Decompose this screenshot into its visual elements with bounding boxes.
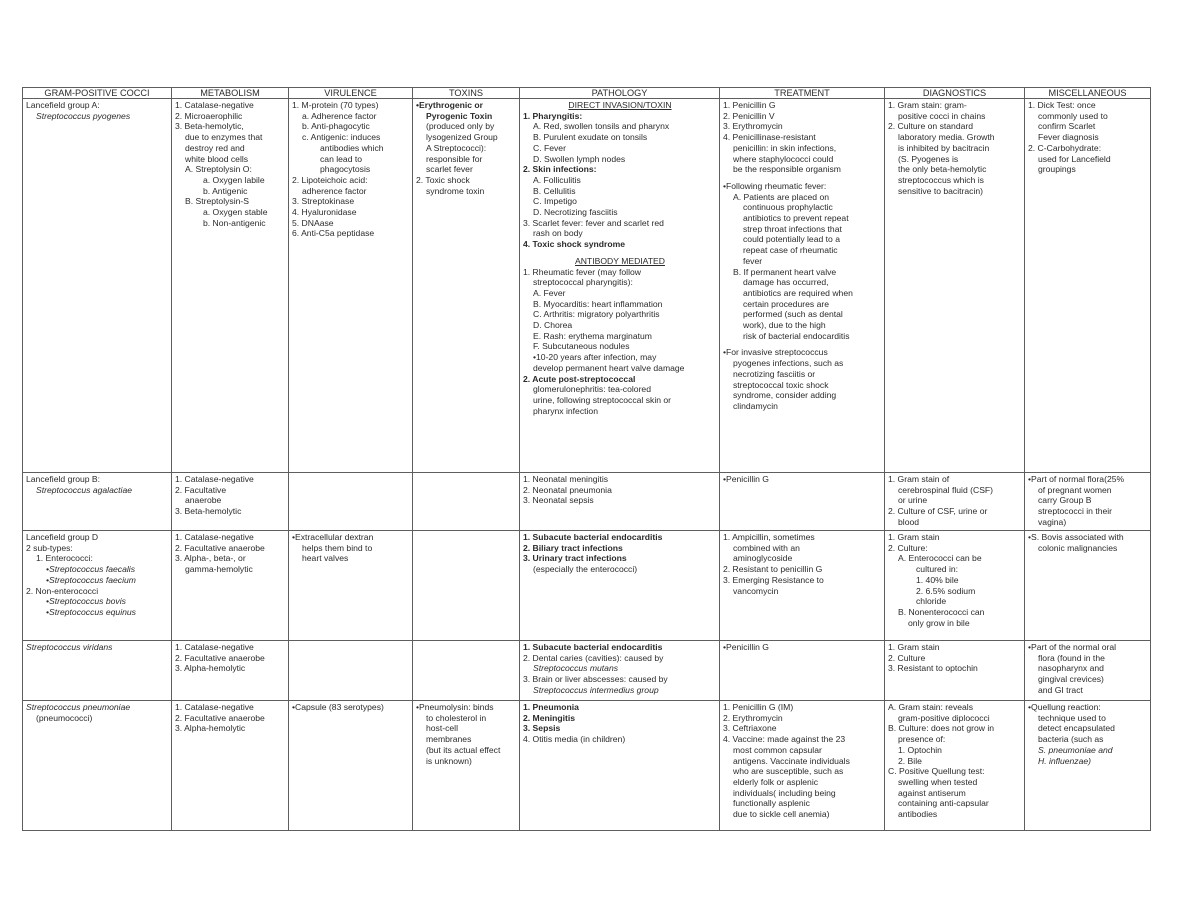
cell-metabolism <box>172 701 289 831</box>
cell-virulence <box>289 531 413 641</box>
cell-line: A. Folliculitis <box>533 174 581 185</box>
cell-line: 1. Penicillin G <box>723 100 776 110</box>
cell-line: 4. Otitis media (in children) <box>523 734 626 745</box>
header-toxins: TOXINS <box>413 88 520 99</box>
cell-line: 1. Rheumatic fever (may follow <box>523 266 641 277</box>
cell-line: b. Non-antigenic <box>203 217 266 228</box>
cell-line: 2. Acute post-streptococcal <box>523 373 636 384</box>
cell-line: 2. 6.5% sodium <box>916 585 976 596</box>
cell-line: a. Adherence factor <box>302 110 377 121</box>
cell-line: 3. Erythromycin <box>723 121 783 132</box>
cell-line: 2. Facultative anaerobe <box>175 542 265 553</box>
cell-line: scarlet fever <box>426 164 473 175</box>
cell-line: Pyrogenic Toxin <box>426 110 493 121</box>
cell-toxins <box>413 641 520 701</box>
cell-organism <box>23 531 172 641</box>
cell-line: antibodies <box>898 809 938 820</box>
cell-line: glomerulonephritis: tea-colored <box>533 384 651 395</box>
cell-line: be the responsible organism <box>733 164 841 175</box>
cell-line: strep throat infections that <box>743 223 842 234</box>
cell-line: antibiotics are required when <box>743 287 853 298</box>
cell-virulence <box>289 701 413 831</box>
cell-line: cerebrospinal fluid (CSF) <box>898 484 994 495</box>
cell-line: 1. Catalase-negative <box>175 702 254 712</box>
cell-line: flora (found in the <box>1038 652 1105 663</box>
cell-line: 3. Streptokinase <box>292 196 355 207</box>
cell-line: 2. Culture of CSF, urine or <box>888 506 988 517</box>
cell-misc <box>1025 473 1151 531</box>
cell-line: 1. Penicillin G (IM) <box>723 702 794 712</box>
cell-line: laboratory media. Growth <box>898 132 995 143</box>
cell-line: due to enzymes that <box>185 132 263 143</box>
cell-line: 4. Penicillinase-resistant <box>723 132 816 143</box>
cell-line: Fever diagnosis <box>1038 132 1099 143</box>
cell-line: 1. Gram stain <box>888 532 940 542</box>
cell-line: 2. Neonatal pneumonia <box>523 484 612 495</box>
cell-line: 2. Penicillin V <box>723 110 775 121</box>
cell-line: lysogenized Group <box>426 132 498 143</box>
cell-treatment <box>720 473 885 531</box>
cell-line: 2. Culture on standard <box>888 121 974 132</box>
cell-line: D. Necrotizing fasciitis <box>533 207 618 218</box>
cell-line: A. Red, swollen tonsils and pharynx <box>533 121 670 132</box>
cell-line: 6. Anti-C5a peptidase <box>292 228 375 239</box>
cell-misc <box>1025 641 1151 701</box>
cell-line: F. Subcutaneous nodules <box>533 341 630 352</box>
cell-line: Streptococcus intermedius group <box>533 684 659 695</box>
cell-line: heart valves <box>302 553 349 564</box>
cell-line: •Part of normal flora(25% <box>1028 474 1125 484</box>
cell-line: most common capsular <box>733 744 822 755</box>
cell-line: 1. Subacute bacterial endocarditis <box>523 642 663 652</box>
cell-line: 1. Catalase-negative <box>175 474 254 484</box>
cell-line: repeat case of rheumatic <box>743 245 838 256</box>
table-row <box>23 99 1151 473</box>
cell-line: 3. Alpha-hemolytic <box>175 663 246 674</box>
cell-line: due to sickle cell anemia) <box>733 809 830 820</box>
cell-line: Streptococcus agalactiae <box>36 484 133 495</box>
cell-line: develop permanent heart valve damage <box>533 362 685 373</box>
cell-line: helps them bind to <box>302 542 373 553</box>
cell-line: could potentially lead to a <box>743 234 840 245</box>
cell-line: c. Antigenic: induces <box>302 132 381 143</box>
cell-line: 2. Culture: <box>888 542 928 553</box>
cell-organism <box>23 641 172 701</box>
cell-line: (especially the enterococci) <box>533 564 638 575</box>
cell-line: •Streptococcus faecalis <box>46 564 135 575</box>
cell-line: and GI tract <box>1038 684 1083 695</box>
cell-line: white blood cells <box>185 153 249 164</box>
cell-line: 3. Neonatal sepsis <box>523 495 594 506</box>
cell-line: work), due to the high <box>743 320 826 331</box>
cell-organism <box>23 473 172 531</box>
cell-line: •For invasive streptococcus <box>723 347 828 358</box>
cell-virulence <box>289 473 413 531</box>
cell-line: •Erythrogenic or <box>416 100 483 110</box>
cell-line: 1. Enterococci: <box>36 553 93 564</box>
gram-positive-cocci-table <box>22 87 1151 831</box>
cell-line: membranes <box>426 734 472 745</box>
cell-line: 2. Culture <box>888 652 926 663</box>
cell-line: •Quellung reaction: <box>1028 702 1101 712</box>
cell-line: risk of bacterial endocarditis <box>743 330 850 341</box>
cell-line: 2. Lipoteichoic acid: <box>292 174 368 185</box>
cell-line: penicillin: in skin infections, <box>733 142 837 153</box>
cell-line: vancomycin <box>733 585 779 596</box>
cell-line: individuals( including being <box>733 787 836 798</box>
cell-pathology <box>520 531 720 641</box>
cell-line: 3. Ceftriaxone <box>723 723 777 734</box>
table-row <box>23 701 1151 831</box>
cell-line: or urine <box>898 495 928 506</box>
cell-line: vagina) <box>1038 516 1067 527</box>
cell-line: a. Oxygen labile <box>203 174 265 185</box>
cell-line: S. pneumoniae and <box>1038 744 1113 755</box>
cell-line: 3. Emerging Resistance to <box>723 574 824 585</box>
cell-line: 1. M-protein (70 types) <box>292 100 379 110</box>
cell-line: B. If permanent heart valve <box>733 266 837 277</box>
cell-line: •Following rheumatic fever: <box>723 180 827 191</box>
cell-line: against antiserum <box>898 787 966 798</box>
cell-line: C. Arthritis: migratory polyarthritis <box>533 309 660 320</box>
cell-line: cultured in: <box>916 564 959 575</box>
cell-line: 4. Toxic shock syndrome <box>523 239 626 250</box>
cell-line: D. Chorea <box>533 320 573 331</box>
cell-line: 3. Sepsis <box>523 723 561 734</box>
header-virulence: VIRULENCE <box>289 88 413 99</box>
cell-line: (pneumococci) <box>36 712 93 723</box>
header-row <box>23 88 1151 99</box>
cell-line: can lead to <box>320 153 363 164</box>
cell-line: sensitive to bacitracin) <box>898 185 984 196</box>
cell-line: 1. Subacute bacterial endocarditis <box>523 532 663 542</box>
cell-line: 3. Beta-hemolytic, <box>175 121 244 132</box>
cell-line: technique used to <box>1038 712 1106 723</box>
cell-line: •Streptococcus equinus <box>46 606 136 617</box>
cell-line: A. Enterococci can be <box>898 553 982 564</box>
cell-virulence <box>289 99 413 473</box>
cell-line: 2. Non-enterococci <box>26 585 99 596</box>
cell-line: 1. Dick Test: once <box>1028 100 1096 110</box>
cell-diagnostics <box>885 473 1025 531</box>
cell-line: Lancefield group D <box>26 532 99 542</box>
cell-line: 1. Pneumonia <box>523 702 579 712</box>
cell-line: swelling when tested <box>898 776 978 787</box>
cell-line: A. Patients are placed on <box>733 191 830 202</box>
cell-line: 2. Facultative anaerobe <box>175 652 265 663</box>
cell-toxins <box>413 531 520 641</box>
cell-line: 3. Brain or liver abscesses: caused by <box>523 674 668 685</box>
cell-line: aminoglycoside <box>733 553 793 564</box>
cell-line: anaerobe <box>185 495 222 506</box>
cell-toxins <box>413 473 520 531</box>
cell-line: 2. Facultative <box>175 484 227 495</box>
cell-line: urine, following streptococcal skin or <box>533 394 672 405</box>
cell-line: C. Impetigo <box>533 196 577 207</box>
cell-line: 2. C-Carbohydrate: <box>1028 142 1102 153</box>
cell-line: b. Antigenic <box>203 185 248 196</box>
table-row <box>23 473 1151 531</box>
cell-line: ANTIBODY MEDIATED <box>575 255 665 266</box>
cell-line: 5. DNAase <box>292 217 334 228</box>
cell-toxins <box>413 99 520 473</box>
cell-line: C. Fever <box>533 142 566 153</box>
cell-metabolism <box>172 641 289 701</box>
cell-treatment <box>720 99 885 473</box>
cell-misc <box>1025 531 1151 641</box>
cell-line: A. Fever <box>533 287 566 298</box>
cell-line: B. Streptolysin-S <box>185 196 249 207</box>
cell-line: responsible for <box>426 153 483 164</box>
cell-line: streptococcus which is <box>898 174 984 185</box>
cell-line: blood <box>898 516 920 527</box>
cell-line: Lancefield group A: <box>26 100 100 110</box>
header-miscellaneous: MISCELLANEOUS <box>1025 88 1151 99</box>
cell-line: 3. Urinary tract infections <box>523 553 627 564</box>
cell-line: 1. Pharyngitis: <box>523 110 583 121</box>
cell-line: 1. Catalase-negative <box>175 100 254 110</box>
cell-line: antibodies which <box>320 142 384 153</box>
cell-toxins <box>413 701 520 831</box>
cell-line: 2. Meningitis <box>523 712 576 723</box>
cell-organism <box>23 99 172 473</box>
cell-line: H. influenzae) <box>1038 755 1092 766</box>
cell-line: 1. Neonatal meningitis <box>523 474 609 484</box>
cell-line: •Part of the normal oral <box>1028 642 1117 652</box>
cell-line: (but its actual effect <box>426 744 501 755</box>
cell-line: is inhibited by bacitracin <box>898 142 990 153</box>
cell-line: 3. Scarlet fever: fever and scarlet red <box>523 217 664 228</box>
cell-line: (S. Pyogenes is <box>898 153 959 164</box>
cell-line: fever <box>743 255 763 266</box>
cell-line: certain procedures are <box>743 298 829 309</box>
cell-line: detect encapsulated <box>1038 723 1115 734</box>
cell-line: •Streptococcus bovis <box>46 596 126 607</box>
table-row <box>23 531 1151 641</box>
cell-line: functionally asplenic <box>733 798 810 809</box>
cell-line: who are susceptible, such as <box>733 766 844 777</box>
cell-line: 4. Vaccine: made against the 23 <box>723 734 846 745</box>
cell-pathology <box>520 641 720 701</box>
cell-line: gingival crevices) <box>1038 674 1104 685</box>
cell-line: A. Streptolysin O: <box>185 164 252 175</box>
header-treatment: TREATMENT <box>720 88 885 99</box>
cell-line: continuous prophylactic <box>743 202 833 213</box>
cell-line: 2. Microaerophilic <box>175 110 243 121</box>
cell-line: Streptococcus viridans <box>26 642 113 652</box>
cell-line: 1. Gram stain: gram- <box>888 100 967 110</box>
cell-line: a. Oxygen stable <box>203 207 268 218</box>
cell-line: 2. Facultative anaerobe <box>175 712 265 723</box>
cell-line: streptococcal toxic shock <box>733 379 829 390</box>
cell-line: carry Group B <box>1038 495 1092 506</box>
cell-line: used for Lancefield <box>1038 153 1111 164</box>
cell-line: 2. Biliary tract infections <box>523 542 623 553</box>
cell-line: Lancefield group B: <box>26 474 101 484</box>
cell-diagnostics <box>885 531 1025 641</box>
cell-line: DIRECT INVASION/TOXIN <box>568 100 672 110</box>
cell-line: C. Positive Quellung test: <box>888 766 985 777</box>
cell-metabolism <box>172 531 289 641</box>
cell-line: 1. Gram stain <box>888 642 940 652</box>
cell-line: •S. Bovis associated with <box>1028 532 1124 542</box>
cell-line: host-cell <box>426 723 458 734</box>
cell-line: 3. Alpha-hemolytic <box>175 723 246 734</box>
cell-line: 1. Optochin <box>898 744 942 755</box>
cell-line: 2. Erythromycin <box>723 712 783 723</box>
cell-line: presence of: <box>898 734 946 745</box>
cell-line: damage has occurred, <box>743 277 829 288</box>
cell-line: necrotizing fasciitis or <box>733 368 816 379</box>
cell-treatment <box>720 701 885 831</box>
cell-line: groupings <box>1038 164 1076 175</box>
cell-line: Streptococcus pneumoniae <box>26 702 131 712</box>
cell-line: containing anti-capsular <box>898 798 989 809</box>
cell-line: 1. 40% bile <box>916 574 959 585</box>
cell-line: 2. Dental caries (cavities): caused by <box>523 652 664 663</box>
cell-line: streptococcal pharyngitis): <box>533 277 633 288</box>
cell-treatment <box>720 641 885 701</box>
cell-line: 1. Ampicillin, sometimes <box>723 532 815 542</box>
table-row <box>23 641 1151 701</box>
header-diagnostics: DIAGNOSTICS <box>885 88 1025 99</box>
cell-line: destroy red and <box>185 142 245 153</box>
cell-misc <box>1025 701 1151 831</box>
cell-line: combined with an <box>733 542 800 553</box>
cell-diagnostics <box>885 641 1025 701</box>
cell-line: 1. Gram stain of <box>888 474 950 484</box>
cell-line: B. Cellulitis <box>533 185 576 196</box>
cell-misc <box>1025 99 1151 473</box>
cell-line: 2. Bile <box>898 755 922 766</box>
cell-line: commonly used to <box>1038 110 1108 121</box>
cell-pathology <box>520 473 720 531</box>
cell-line: nasopharynx and <box>1038 663 1104 674</box>
cell-line: pyogenes infections, such as <box>733 358 844 369</box>
cell-line: elderly folk or asplenic <box>733 776 819 787</box>
cell-line: chloride <box>916 596 947 607</box>
cell-line: B. Myocarditis: heart inflammation <box>533 298 663 309</box>
cell-line: antigens. Vaccinate individuals <box>733 755 850 766</box>
cell-line: B. Culture: does not grow in <box>888 723 995 734</box>
cell-line: phagocytosis <box>320 164 371 175</box>
cell-line: B. Nonenterococci can <box>898 606 985 617</box>
cell-line: •Penicillin G <box>723 642 769 652</box>
cell-line: 3. Resistant to optochin <box>888 663 978 674</box>
cell-line: b. Anti-phagocytic <box>302 121 370 132</box>
cell-virulence <box>289 641 413 701</box>
cell-line: adherence factor <box>302 185 367 196</box>
cell-line: colonic malignancies <box>1038 542 1118 553</box>
cell-line: streptococci in their <box>1038 506 1113 517</box>
cell-line: bacteria (such as <box>1038 734 1104 745</box>
cell-line: •Streptococcus faecium <box>46 574 136 585</box>
cell-line: •Extracellular dextran <box>292 532 374 542</box>
cell-line: •10-20 years after infection, may <box>533 352 657 363</box>
cell-line: •Pneumolysin: binds <box>416 702 494 712</box>
cell-line: •Capsule (83 serotypes) <box>292 702 384 712</box>
cell-line: 4. Hyaluronidase <box>292 207 357 218</box>
cell-line: pharynx infection <box>533 405 598 416</box>
cell-line: D. Swollen lymph nodes <box>533 153 626 164</box>
cell-line: syndrome, consider adding <box>733 390 837 401</box>
cell-line: positive cocci in chains <box>898 110 986 121</box>
cell-line: gamma-hemolytic <box>185 564 253 575</box>
cell-line: antibiotics to prevent repeat <box>743 213 849 224</box>
cell-metabolism <box>172 99 289 473</box>
header-organism: GRAM-POSITIVE COCCI <box>23 88 172 99</box>
cell-line: confirm Scarlet <box>1038 121 1096 132</box>
cell-line: A Streptococci): <box>426 142 487 153</box>
cell-line: 2 sub-types: <box>26 542 73 553</box>
cell-pathology <box>520 99 720 473</box>
cell-line: A. Gram stain: reveals <box>888 702 974 712</box>
cell-line: (produced only by <box>426 121 495 132</box>
cell-line: 2. Skin infections: <box>523 164 597 175</box>
cell-line: only grow in bile <box>908 617 970 628</box>
cell-organism <box>23 701 172 831</box>
cell-line: Streptococcus pyogenes <box>36 110 131 121</box>
cell-line: E. Rash: erythema marginatum <box>533 330 652 341</box>
cell-line: the only beta-hemolytic <box>898 164 987 175</box>
header-pathology: PATHOLOGY <box>520 88 720 99</box>
cell-metabolism <box>172 473 289 531</box>
cell-line: 3. Alpha-, beta-, or <box>175 553 246 564</box>
cell-line: to cholesterol in <box>426 712 487 723</box>
cell-line: 2. Resistant to penicillin G <box>723 564 823 575</box>
cell-line: syndrome toxin <box>426 185 485 196</box>
cell-line: is unknown) <box>426 755 472 766</box>
cell-line: rash on body <box>533 228 583 239</box>
cell-line: 1. Catalase-negative <box>175 642 254 652</box>
cell-treatment <box>720 531 885 641</box>
cell-line: performed (such as dental <box>743 309 843 320</box>
cell-line: Streptococcus mutans <box>533 663 619 674</box>
cell-line: B. Purulent exudate on tonsils <box>533 132 648 143</box>
cell-line: of pregnant women <box>1038 484 1112 495</box>
cell-diagnostics <box>885 99 1025 473</box>
header-metabolism: METABOLISM <box>172 88 289 99</box>
cell-line: 2. Toxic shock <box>416 174 470 185</box>
cell-line: gram-positive diplococci <box>898 712 990 723</box>
cell-line: clindamycin <box>733 400 778 411</box>
cell-line: 3. Beta-hemolytic <box>175 506 242 517</box>
cell-line: •Penicillin G <box>723 474 769 484</box>
cell-pathology <box>520 701 720 831</box>
cell-line: 1. Catalase-negative <box>175 532 254 542</box>
cell-line: where staphylococci could <box>733 153 834 164</box>
cell-diagnostics <box>885 701 1025 831</box>
